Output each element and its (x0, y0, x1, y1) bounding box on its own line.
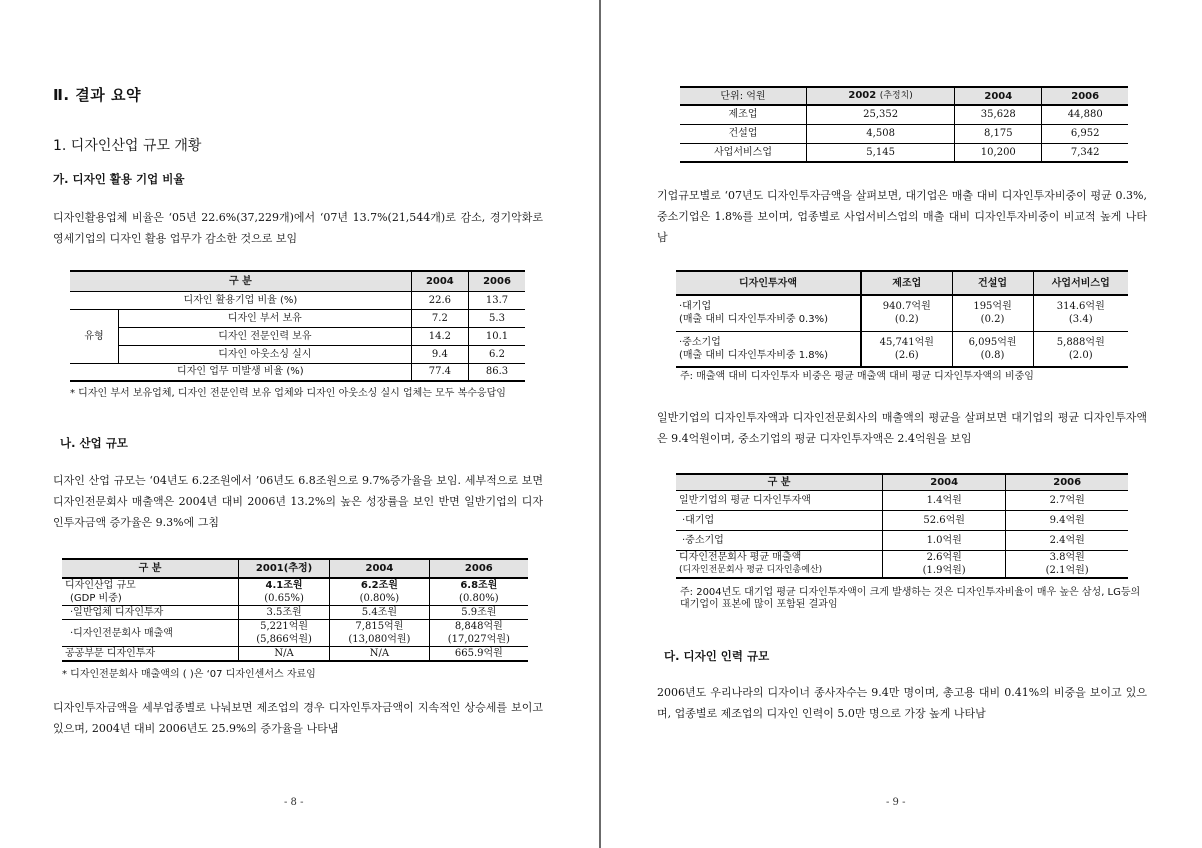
table1-header-category: 구 분 (70, 271, 411, 291)
industry-investment-table: 단위: 억원 2002 (추정치) 2004 2006 제조업 25,352 35,628 44,880 건설업 4,508 8,175 6,952 사업서비스업 5,145 10,200 7,342 (680, 86, 1128, 163)
table-row: 디자인 아웃소싱 실시 9.4 6.2 (70, 345, 525, 363)
page-number: - 9 - (886, 797, 906, 808)
item-c-title: 다. 디자인 인력 규모 (664, 649, 770, 663)
industry-size-table: 구 분 2001(추정) 2004 2006 디자인산업 규모 4.1조원 6.2조원 6.8조원 (GDP 비중) (0.65%) (0.80%) (0.80%) ·일반업체 디자인투자 3.5조원 5.4조원 5.9조원 ·디자인전문회사 매출액 5,221억원 (5,866억원) 7,815억원 (13,080억원) 8,848억원 (17,027억원) 공공부문 디자인투자 N/A N/A 665.9억원 (62, 558, 528, 662)
table-row: ·대기업 (매출 대비 디자인투자비중 0.3%) 940.7억원 (0.2) 195억원 (0.2) 314.6억원 (3.4) (676, 295, 1128, 331)
table1-header-2004: 2004 (411, 271, 468, 291)
table-row: 공공부문 디자인투자 N/A N/A 665.9억원 (62, 647, 528, 662)
table-row: ·중소기업 1.0억원 2.4억원 (676, 530, 1128, 550)
table2-header-category: 구 분 (62, 559, 239, 578)
table2-note: * 디자인전문회사 매출액의 ( )은 ‘07 디자인센서스 자료임 (62, 669, 316, 680)
page-divider (599, 0, 601, 848)
table1-note: * 디자인 부서 보유업체, 디자인 전문인력 보유 업체와 디자인 아웃소싱 실시 업체는 모두 복수응답임 (70, 388, 506, 399)
average-investment-table: 구 분 2004 2006 일반기업의 평균 디자인투자액 1.4억원 2.7억원 ·대기업 52.6억원 9.4억원 ·중소기업 1.0억원 2.4억원 디자인전문회사 평균 매출액 (디자인전문회사 평균 디자인총예산) 2.6억원 (1.9억원) 3.8억원 (2.1억원) (676, 473, 1128, 579)
design-investment-table: 디자인투자액 제조업 건설업 사업서비스업 ·대기업 (매출 대비 디자인투자비중 0.3%) 940.7억원 (0.2) 195억원 (0.2) 314.6억원 (3.4) ·중소기업 (매출 대비 디자인투자비중 1.8%) 45,741억원 (2.6) 6,095억원 (0.8) 5,888억원 (2.0) (676, 270, 1128, 368)
subsection-title: 1. 디자인산업 규모 개황 (53, 138, 202, 154)
table-row: 디자인산업 규모 4.1조원 6.2조원 6.8조원 (62, 578, 528, 592)
table-row: 건설업 4,508 8,175 6,952 (680, 124, 1128, 143)
table-row: 디자인 전문인력 보유 14.2 10.1 (70, 327, 525, 345)
page-8 (0, 0, 600, 848)
section-title: Ⅱ. 결과 요약 (53, 86, 141, 104)
table-row: 유형 디자인 부서 보유 7.2 5.3 (70, 309, 525, 327)
table-row: 일반기업의 평균 디자인투자액 1.4억원 2.7억원 (676, 490, 1128, 510)
table-row: 디자인전문회사 평균 매출액 (디자인전문회사 평균 디자인총예산) 2.6억원 (1.9억원) 3.8억원 (2.1억원) (676, 550, 1128, 578)
paragraph-3: 디자인투자금액을 세부업종별로 나눠보면 제조업의 경우 디자인투자금액이 지속적인 상승세를 보이고 있으며, 2004년 대비 2006년도 25.9%의 증가율을 나타냄 (53, 701, 543, 735)
table1-header-2006: 2006 (469, 271, 525, 291)
table-row: 디자인 활용기업 비율 (%) 22.6 13.7 (70, 291, 525, 309)
paragraph-2: 디자인 산업 규모는 ‘04년도 6.2조원에서 ’06년도 6.8조원으로 9.7%증가율을 보임. 세부적으로 보면 디자인전문회사 매출액은 2004년 대비 2006년 13.2%의 높은 성장률을 보인 반면 일반기업의 디자인투자금액 증가율은 9.3%에 그침 (53, 474, 543, 529)
page-number: - 8 - (284, 797, 304, 808)
table-row: ·디자인전문회사 매출액 5,221억원 (5,866억원) 7,815억원 (13,080억원) 8,848억원 (17,027억원) (62, 620, 528, 647)
item-a-title: 가. 디자인 활용 기업 비율 (53, 172, 185, 186)
table-row: ·일반업체 디자인투자 3.5조원 5.4조원 5.9조원 (62, 606, 528, 620)
table-row: ·대기업 52.6억원 9.4억원 (676, 510, 1128, 530)
page-9 (602, 0, 1202, 848)
paragraph-4: 기업규모별로 ‘07년도 디자인투자금액을 살펴보면, 대기업은 매출 대비 디자인투자비중이 평균 0.3%, 중소기업은 1.8%를 보이며, 업종별로 사업서비스업의 매출 대비 디자인투자비중이 비교적 높게 나타남 (657, 189, 1147, 244)
table4-note: 주: 매출액 대비 디자인투자 비중은 평균 매출액 대비 평균 디자인투자액의 비중임 (680, 371, 1034, 382)
table-row: 사업서비스업 5,145 10,200 7,342 (680, 143, 1128, 162)
design-usage-table (70, 270, 525, 382)
paragraph-1: 디자인활용업체 비율은 ‘05년 22.6%(37,229개)에서 ‘07년 13.7%(21,544개)로 감소, 경기악화로 영세기업의 디자인 활용 업무가 감소한 것으로 보임 (53, 211, 543, 245)
item-b-title: 나. 산업 규모 (60, 436, 128, 450)
table-row: ·중소기업 (매출 대비 디자인투자비중 1.8%) 45,741억원 (2.6) 6,095억원 (0.8) 5,888억원 (2.0) (676, 331, 1128, 367)
table-row: (GDP 비중) (0.65%) (0.80%) (0.80%) (62, 592, 528, 606)
table5-note: 주: 2004년도 대기업 평균 디자인투자액이 크게 발생하는 것은 디자인투자비율이 매우 높은 삼성, LG등의 대기업이 표본에 많이 포함된 결과임 (680, 587, 1141, 610)
table-row: 제조업 25,352 35,628 44,880 (680, 105, 1128, 124)
paragraph-5: 일반기업의 디자인투자액과 디자인전문회사의 매출액의 평균을 살펴보면 대기업의 평균 디자인투자액은 9.4억원이며, 중소기업의 평균 디자인투자액은 2.4억원을 보임 (657, 411, 1147, 445)
table-row: 디자인 업무 미발생 비율 (%) 77.4 86.3 (70, 363, 525, 381)
paragraph-6: 2006년도 우리나라의 디자이너 종사자수는 9.4만 명이며, 총고용 대비 0.41%의 비중을 보이고 있으며, 업종별로 제조업의 디자인 인력이 5.0만 명으로 가장 높게 나타남 (657, 686, 1147, 720)
